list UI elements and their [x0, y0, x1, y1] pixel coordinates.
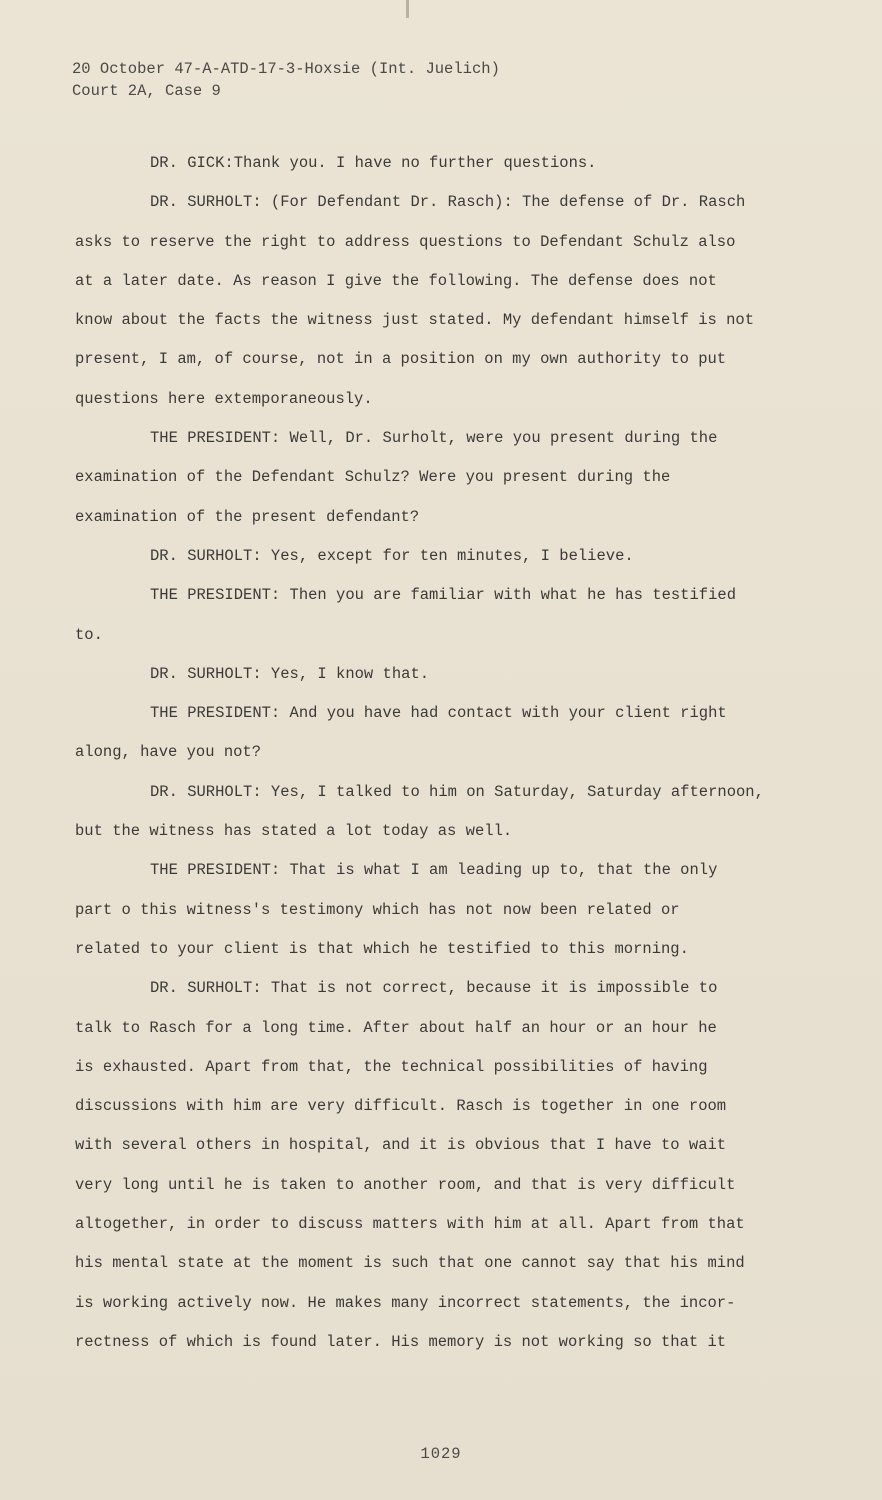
transcript-line: part o this witness's testimony which has not now been related or: [75, 900, 680, 919]
transcript-line: along, have you not?: [75, 743, 262, 762]
transcript-line: present, I am, of course, not in a position on my own authority to put: [75, 350, 727, 369]
transcript-line: at a later date. As reason I give the following. The defense does not: [75, 271, 717, 290]
transcript-line: know about the facts the witness just stated. My defendant himself is not: [75, 311, 755, 330]
transcript-line: DR. SURHOLT: Yes, I talked to him on Saturday, Saturday afternoon,: [150, 782, 764, 801]
header-court-line: Court 2A, Case 9: [72, 82, 221, 100]
transcript-line: to.: [75, 625, 103, 644]
binding-mark: [406, 0, 409, 18]
transcript-line: examination of the Defendant Schulz? Were you present during the: [75, 468, 671, 487]
transcript-line: DR. SURHOLT: Yes, except for ten minutes, I believe.: [150, 546, 634, 565]
document-header: [72, 58, 500, 102]
transcript-line: is working actively now. He makes many incorrect statements, the incor-: [75, 1293, 736, 1312]
transcript-body: [75, 148, 775, 1366]
transcript-line: altogether, in order to discuss matters with him at all. Apart from that: [75, 1215, 745, 1234]
transcript-line: DR. SURHOLT: Yes, I know that.: [150, 664, 430, 683]
transcript-line: with several others in hospital, and it is obvious that I have to wait: [75, 1136, 727, 1155]
transcript-line: related to your client is that which he testified to this morning.: [75, 939, 689, 958]
transcript-line: very long until he is taken to another room, and that is very difficult: [75, 1175, 736, 1194]
transcript-line: DR. SURHOLT: That is not correct, because it is impossible to: [150, 979, 718, 998]
transcript-line: talk to Rasch for a long time. After about half an hour or an hour he: [75, 1018, 717, 1037]
transcript-line: THE PRESIDENT: Well, Dr. Surholt, were you present during the: [150, 429, 718, 448]
transcript-line: examination of the present defendant?: [75, 507, 420, 526]
transcript-line: DR. GICK:Thank you. I have no further questions.: [150, 154, 597, 172]
transcript-line: THE PRESIDENT: Then you are familiar with what he has testified: [150, 586, 736, 605]
transcript-line: is exhausted. Apart from that, the technical possibilities of having: [75, 1057, 708, 1076]
transcript-line: but the witness has stated a lot today as well.: [75, 822, 513, 841]
transcript-line: THE PRESIDENT: That is what I am leading up to, that the only: [150, 861, 718, 880]
transcript-line: questions here extemporaneously.: [75, 389, 373, 408]
transcript-line: his mental state at the moment is such that one cannot say that his mind: [75, 1254, 745, 1273]
header-reference-line: 20 October 47-A-ATD-17-3-Hoxsie (Int. Juelich): [72, 60, 500, 78]
transcript-line: asks to reserve the right to address questions to Defendant Schulz also: [75, 232, 736, 251]
transcript-line: rectness of which is found later. His memory is not working so that it: [75, 1332, 727, 1351]
transcript-line: DR. SURHOLT: (For Defendant Dr. Rasch): The defense of Dr. Rasch: [150, 193, 746, 212]
transcript-line: discussions with him are very difficult. Rasch is together in one room: [75, 1097, 727, 1116]
page-number: 1029: [420, 1445, 462, 1463]
transcript-line: THE PRESIDENT: And you have had contact with your client right: [150, 704, 727, 723]
